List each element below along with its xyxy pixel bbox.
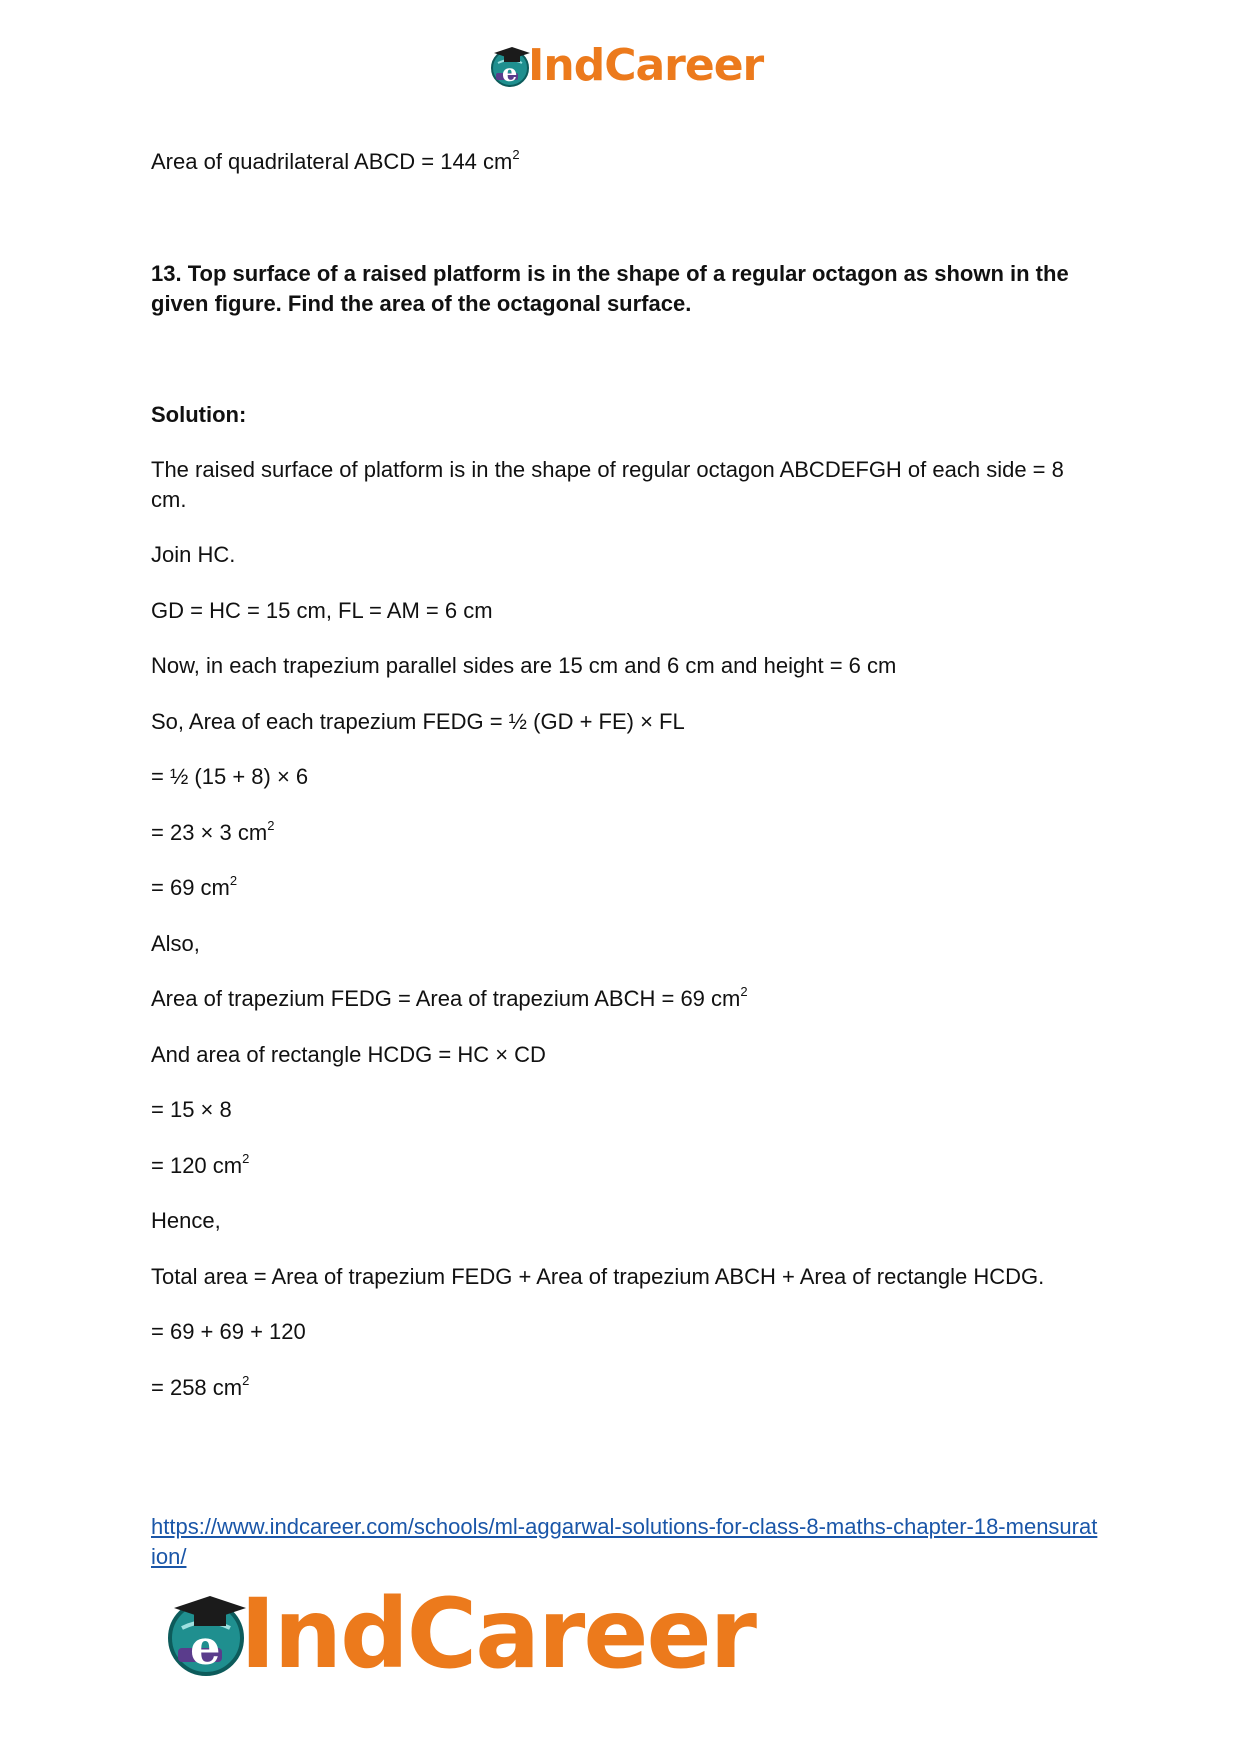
solution-line: = 23 × 3 $cm^2$ xyxy=(151,818,275,845)
logo-wordmark: IndCareer xyxy=(528,40,764,91)
superscript: 2 xyxy=(512,147,520,162)
question-text: 13. Top surface of a raised platform is in the shape of a regular octagon as shown in the given figure. Find the area of the octagonal surface. xyxy=(151,261,1069,316)
previous-result-text: Area of quadrilateral ABCD = 144 cm xyxy=(151,149,513,174)
logo-wordmark: IndCareer xyxy=(240,1578,755,1690)
solution-line: Now, in each trapezium parallel sides are 15 cm and 6 cm and height = 6 cm xyxy=(151,653,897,678)
solution-line: Hence, xyxy=(151,1208,221,1233)
solution-line: GD = HC = 15 cm, FL = AM = 6 cm xyxy=(151,598,493,623)
solution-line: And area of rectangle HCDG = HC × CD xyxy=(151,1042,546,1067)
indcareer-logo-bottom xyxy=(162,1578,755,1690)
indcareer-logo-top xyxy=(488,40,763,91)
svg-text:e: e xyxy=(190,1620,221,1676)
solution-line: Also, xyxy=(151,931,200,956)
solution-line: = ½ (15 + 8) × 6 xyxy=(151,764,309,789)
solution-line: Area of trapezium FEDG = Area of trapezium ABCH = 69 $cm^2$ xyxy=(151,984,748,1011)
svg-text:e: e xyxy=(502,57,518,87)
source-url-link[interactable]: https://www.indcareer.com/schools/ml-aggarwal-solutions-for-class-8-maths-chapter-18-mensuration/ xyxy=(151,1514,1098,1569)
solution-line: = 15 × 8 xyxy=(151,1097,232,1122)
solution-line: = 69 $cm^2$ xyxy=(151,873,238,900)
previous-result-line xyxy=(151,147,520,177)
solution-line: The raised surface of platform is in the shape of regular octagon ABCDEFGH of each side = 8 cm. xyxy=(151,457,1064,512)
solution-line: = 69 + 69 + 120 xyxy=(151,1319,306,1344)
solution-line: = 120 $cm^2$ xyxy=(151,1151,250,1178)
solution-line: So, Area of each trapezium FEDG = ½ (GD + FE) × FL xyxy=(151,709,685,734)
solution-line: Join HC. xyxy=(151,542,236,567)
solution-heading: Solution: xyxy=(151,402,247,427)
solution-line: = 258 $cm^2$ xyxy=(151,1373,250,1400)
solution-line: Total area = Area of trapezium FEDG + Area of trapezium ABCH + Area of rectangle HCDG. xyxy=(151,1264,1045,1289)
